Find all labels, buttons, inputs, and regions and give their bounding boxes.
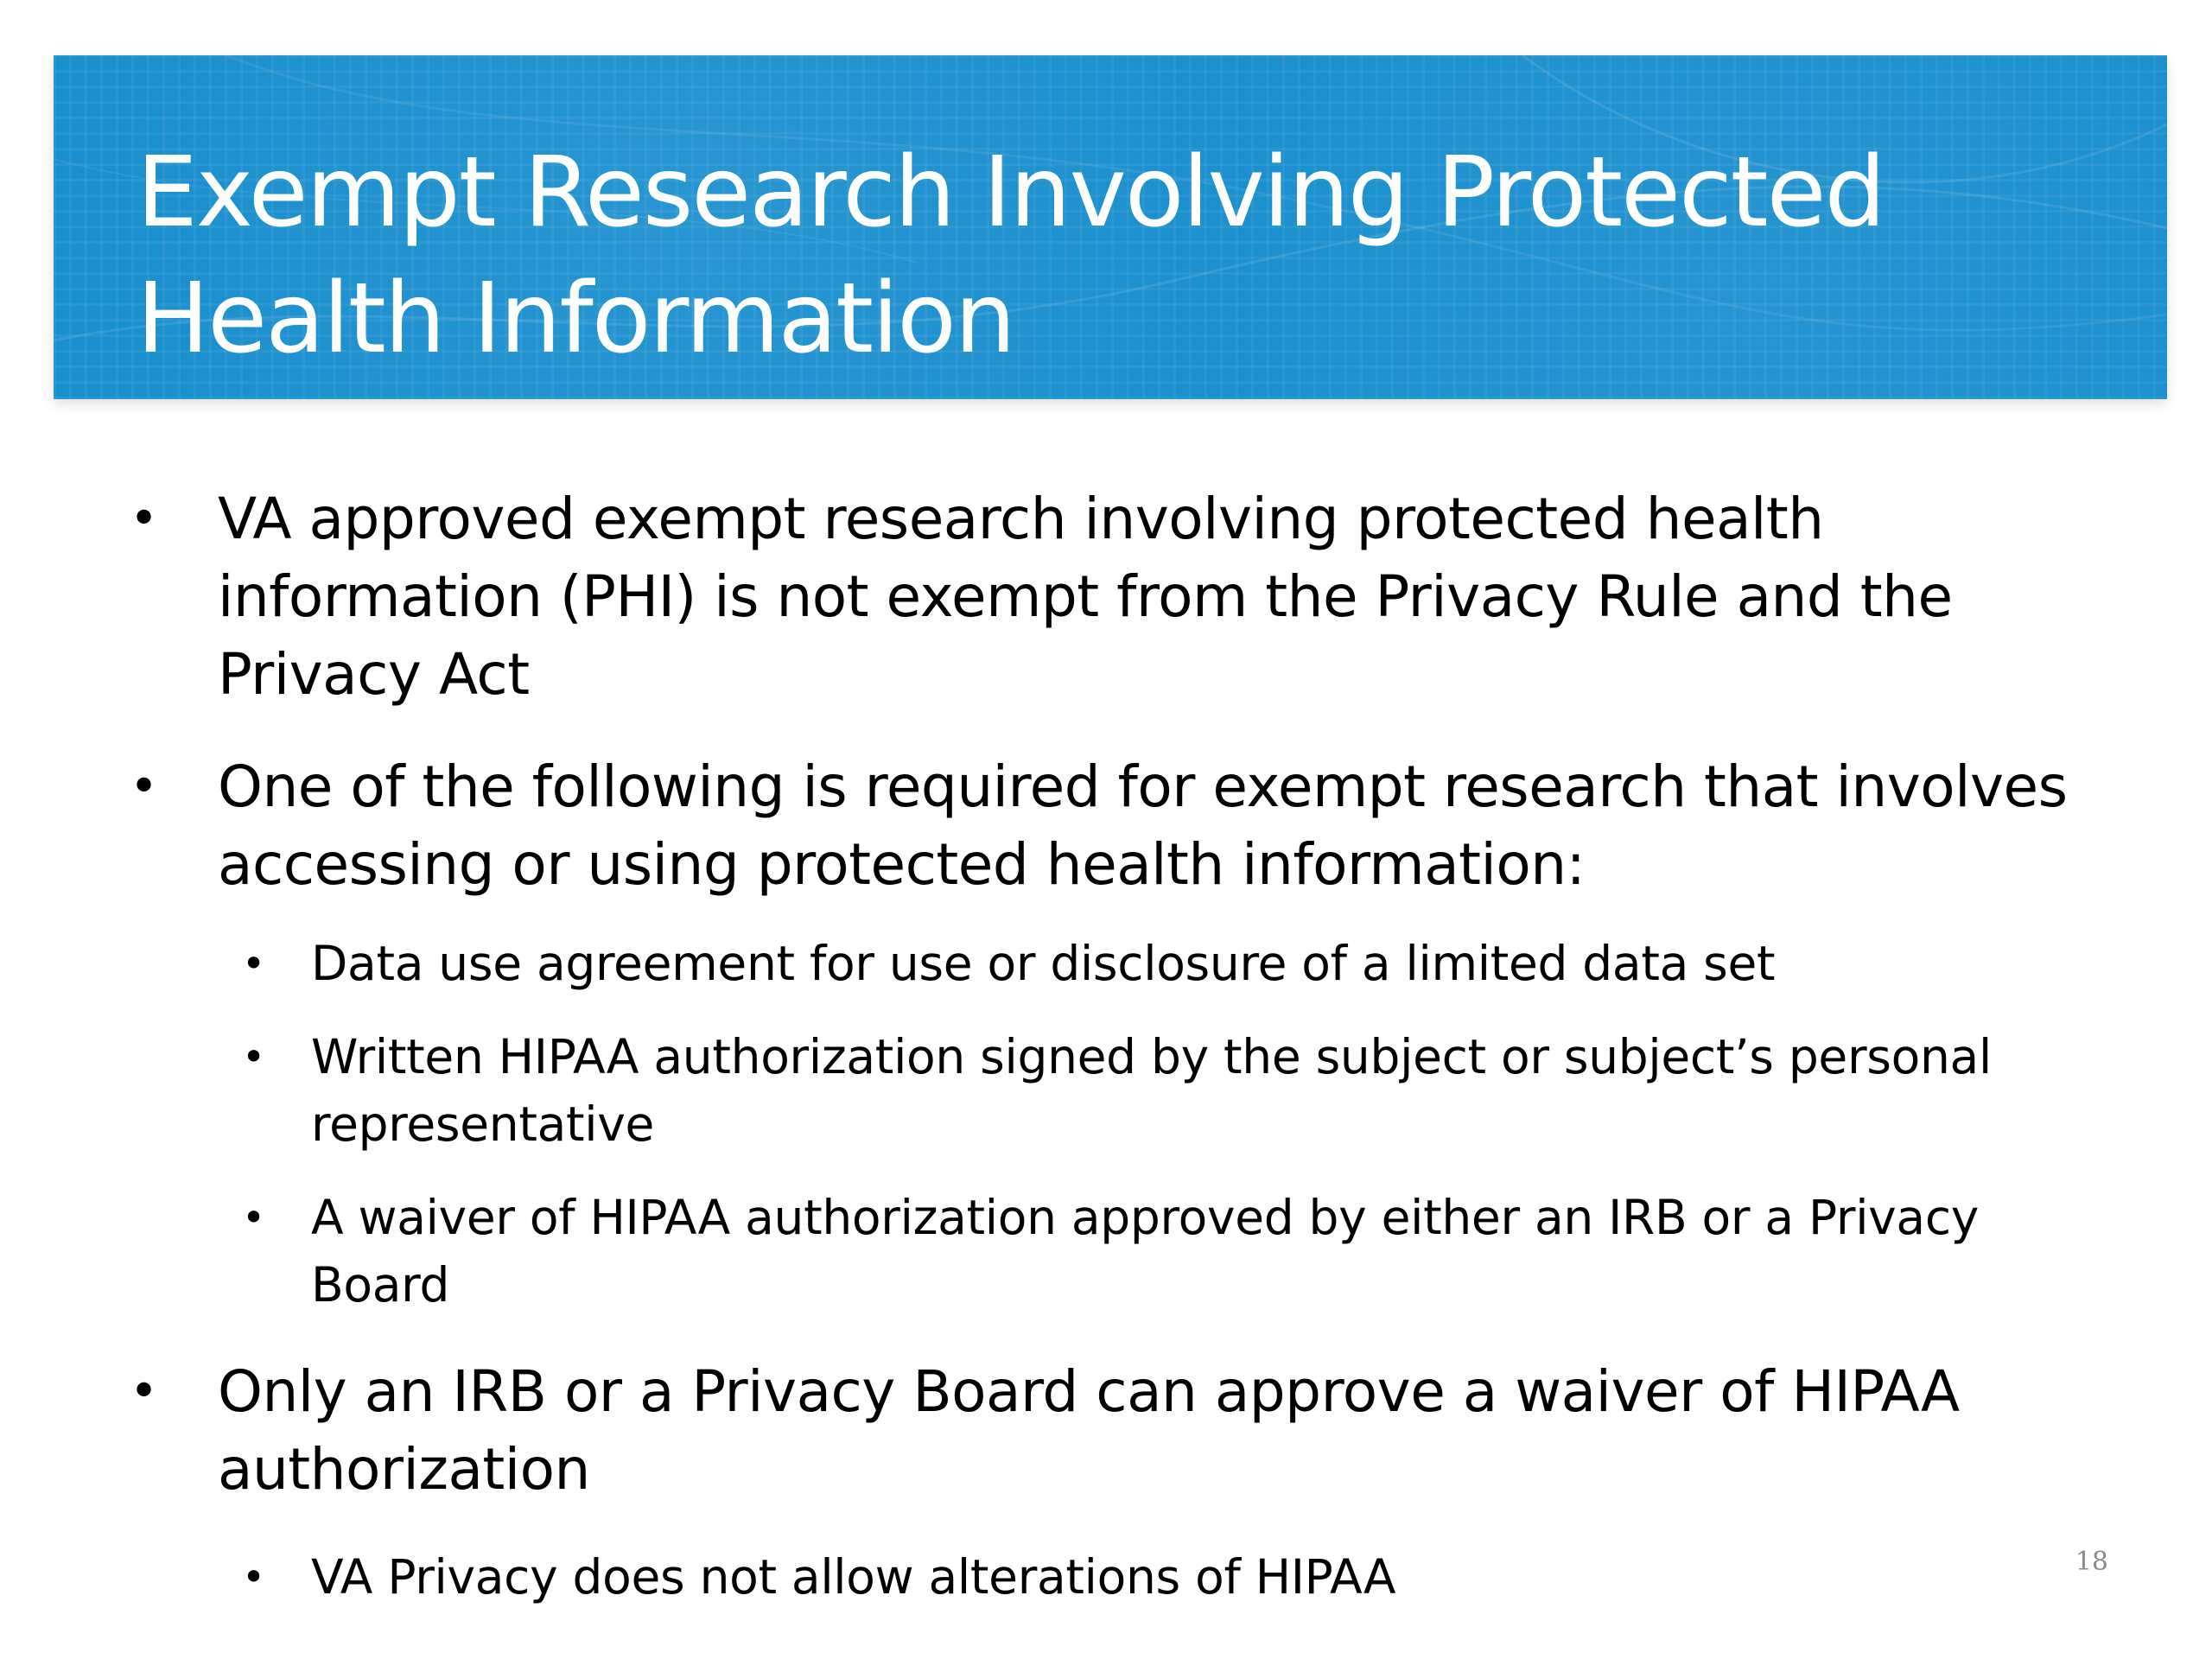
sub-bullet-item bbox=[242, 930, 2082, 997]
sub-bullet-item bbox=[242, 1023, 2082, 1158]
sub-bullet-dot: • bbox=[242, 1554, 265, 1600]
sub-bullet-dot: • bbox=[242, 940, 265, 987]
bullet-list bbox=[130, 480, 2082, 1611]
sub-bullet-dot: • bbox=[242, 1194, 265, 1241]
page-number: 18 bbox=[2075, 1547, 2108, 1577]
sub-bullet-item bbox=[242, 1184, 2082, 1319]
bullet-text: One of the following is required for exempt research that involves accessing or using protected health information: bbox=[218, 753, 2068, 898]
sub-bullet-item bbox=[242, 1543, 2082, 1611]
bullet-item bbox=[130, 748, 2082, 904]
bullet-text: Only an IRB or a Privacy Board can approve a waiver of HIPAA authorization bbox=[218, 1358, 1960, 1503]
sub-bullet-text: Data use agreement for use or disclosure of a limited data set bbox=[311, 936, 1776, 991]
bullet-item bbox=[130, 1353, 2082, 1509]
bullet-item bbox=[130, 480, 2082, 714]
sub-bullet-text: VA Privacy does not allow alterations of HIPAA bbox=[311, 1549, 1396, 1605]
bullet-dot: • bbox=[130, 491, 158, 547]
bullet-dot: • bbox=[130, 1363, 158, 1420]
slide-title: Exempt Research Involving Protected Health Information bbox=[137, 137, 1885, 375]
sub-bullet-text: Written HIPAA authorization signed by the subject or subject’s personal representative bbox=[311, 1029, 1992, 1152]
sub-bullet-text: A waiver of HIPAA authorization approved by either an IRB or a Privacy Board bbox=[311, 1190, 1980, 1313]
sub-bullet-dot: • bbox=[242, 1033, 265, 1080]
bullet-text: VA approved exempt research involving protected health information (PHI) is not exempt from the Privacy Rule and the Privacy Act bbox=[218, 486, 1953, 708]
bullet-dot: • bbox=[130, 759, 158, 815]
title-banner bbox=[54, 55, 2167, 399]
